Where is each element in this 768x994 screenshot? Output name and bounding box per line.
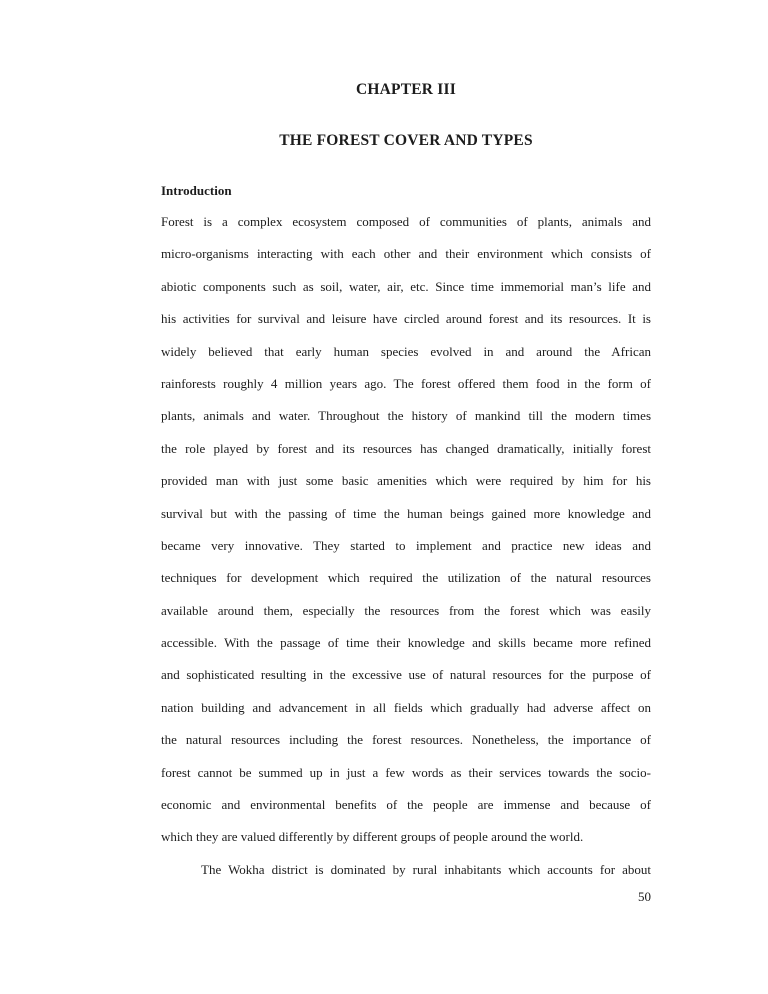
text-line: The Wokha district is dominated by rural inhabitants which accounts for about: [201, 861, 651, 877]
section-heading: Introduction: [161, 183, 232, 198]
text-line: survival but with the passing of time the human beings gained more knowledge and: [161, 505, 651, 521]
body-text: [161, 206, 651, 886]
text-line: the role played by forest and its resources has changed dramatically, initially forest: [161, 440, 651, 456]
text-line: rainforests roughly 4 million years ago. The forest offered them food in the form of: [161, 375, 651, 391]
chapter-heading: CHAPTER III: [356, 81, 456, 98]
text-line: the natural resources including the forest resources. Nonetheless, the importance of: [161, 732, 651, 748]
text-line: micro-organisms interacting with each other and their environment which consists of: [161, 246, 651, 262]
text-line: nation building and advancement in all fields which gradually had adverse affect on: [161, 699, 651, 715]
text-line: abiotic components such as soil, water, air, etc. Since time immemorial man’s life and: [161, 278, 651, 294]
text-line: widely believed that early human species evolved in and around the African: [161, 343, 651, 359]
chapter-title: THE FOREST COVER AND TYPES: [279, 132, 533, 149]
text-line: forest cannot be summed up in just a few words as their services towards the socio-: [161, 764, 651, 780]
text-line: his activities for survival and leisure have circled around forest and its resources. It is: [161, 311, 651, 327]
text-line: Forest is a complex ecosystem composed of communities of plants, animals and: [161, 214, 651, 229]
text-line: and sophisticated resulting in the excessive use of natural resources for the purpose of: [161, 667, 651, 683]
page-number: 50: [638, 889, 651, 904]
text-line: became very innovative. They started to implement and practice new ideas and: [161, 537, 651, 553]
text-line: plants, animals and water. Throughout the history of mankind till the modern times: [161, 408, 651, 424]
text-line: techniques for development which required the utilization of the natural resources: [161, 570, 651, 586]
text-line: provided man with just some basic amenities which were required by him for his: [161, 473, 651, 489]
text-line: accessible. With the passage of time their knowledge and skills became more refined: [161, 635, 651, 651]
text-line: which they are valued differently by different groups of people around the world.: [161, 829, 584, 845]
text-line: available around them, especially the resources from the forest which was easily: [161, 602, 651, 618]
text-line: economic and environmental benefits of the people are immense and because of: [161, 797, 651, 813]
